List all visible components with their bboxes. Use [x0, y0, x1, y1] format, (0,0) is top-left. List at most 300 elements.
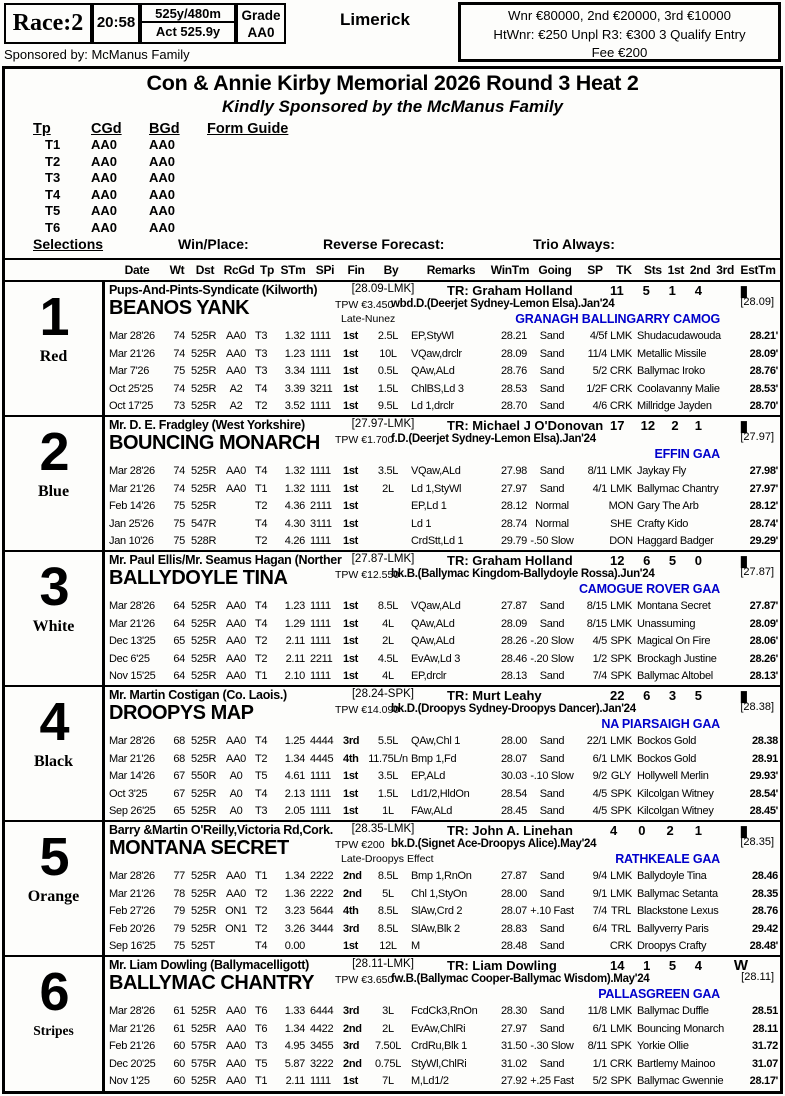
form-cell-stm: 3.26 — [284, 922, 305, 935]
col-header-sts-group — [638, 263, 736, 277]
form-cell-by: 3.5L — [377, 465, 399, 477]
owner-name: Mr. D. E. Fradgley (West Yorkshire) — [109, 418, 305, 432]
trap-number: 6 — [39, 962, 68, 1022]
form-cell-esttm: 28.26' — [749, 652, 778, 665]
form-cell-dst: 525R — [191, 735, 217, 747]
col-header-tp: Tp — [259, 263, 275, 277]
track-name: Limerick — [340, 10, 410, 29]
form-cell-sp — [577, 533, 607, 551]
form-cell-tp: T5 — [255, 1057, 268, 1070]
form-cell-sp: 4/1 — [592, 482, 607, 495]
form-cell-tk: CRK — [609, 382, 633, 395]
form-cell-wt: 60 — [173, 1057, 185, 1070]
form-cell-sts: Bockos Gold — [637, 735, 697, 747]
form-cell-sp: 6/1 — [592, 1022, 607, 1035]
form-cell-rcgd: AA0 — [226, 735, 246, 747]
form-rows — [105, 463, 780, 551]
form-cell-rcgd: A0 — [229, 805, 243, 818]
column-headers — [108, 260, 780, 280]
career-stat-1: 5 — [642, 283, 650, 298]
form-cell-remarks: SlAw,Blk 2 — [411, 922, 460, 935]
form-rows — [105, 733, 780, 821]
form-cell-sts: Haggard Badger — [637, 535, 714, 548]
form-cell-sts: Crafty Kido — [637, 517, 689, 530]
form-cell-rcgd: A2 — [229, 400, 243, 413]
form-guide-trap: T3 — [45, 170, 61, 185]
form-cell-dst: 550R — [191, 770, 217, 783]
form-guide-bgd: AA0 — [149, 186, 176, 202]
seed-mark: W — [733, 957, 748, 974]
form-cell-by: 5L — [382, 887, 394, 900]
form-cell-wt: 60 — [173, 1075, 185, 1088]
form-cell-fin: 3rd — [343, 1040, 360, 1053]
career-stat-3: 1 — [694, 823, 702, 838]
form-cell-stm: 2.05 — [284, 805, 305, 818]
form-cell-wintm: 28.13 — [500, 670, 527, 683]
form-row — [105, 921, 780, 939]
trainer-name: TR: Murt Leahy — [447, 688, 542, 703]
form-cell-wintm: 27.97 — [500, 482, 527, 495]
form-cell-date: Mar 28'26 — [109, 870, 155, 882]
form-cell-stm: 4.26 — [284, 535, 305, 548]
form-cell-wintm: 28.46 — [500, 652, 527, 665]
form-cell-by: 8.5L — [377, 922, 399, 935]
form-cell-sp: 5/2 — [592, 1075, 607, 1088]
column-header-strip — [5, 258, 780, 282]
form-cell-tp: T2 — [255, 887, 268, 900]
distance-box — [140, 3, 236, 44]
form-cell-sts: Kilcolgan Witney — [637, 787, 714, 800]
form-cell-tp: T2 — [255, 922, 268, 935]
form-cell-wintm: 28.70 — [500, 400, 527, 413]
form-cell-wt: 74 — [173, 482, 185, 495]
form-cell-tk: SPK — [610, 652, 632, 665]
form-cell-stm: 2.10 — [284, 670, 305, 683]
form-cell-esttm: 28.21' — [749, 330, 778, 342]
form-cell-remarks: EP,drclr — [411, 670, 447, 683]
form-cell-esttm: 29.29' — [749, 535, 778, 548]
form-cell-wt: 67 — [173, 770, 185, 783]
form-cell-tk: TRL — [611, 922, 631, 935]
dog-header — [105, 957, 780, 1003]
form-cell-date: Mar 21'26 — [109, 752, 155, 765]
form-guide-bgd: AA0 — [149, 137, 176, 152]
form-row — [105, 1021, 780, 1039]
form-cell-fin: 1st — [343, 535, 358, 548]
form-guide-header-formguide: Form Guide — [207, 121, 289, 137]
dog-header — [105, 822, 780, 868]
form-cell-sts: Ballymac Chantry — [637, 482, 719, 495]
form-cell-esttm: 28.09' — [749, 347, 778, 360]
form-cell-date: Oct 17'25 — [109, 400, 154, 413]
career-stat-3: 0 — [694, 553, 702, 568]
form-cell-sts: Ballymac Iroko — [637, 365, 705, 378]
form-guide-blank — [207, 154, 780, 171]
form-cell-tp: T4 — [255, 382, 268, 395]
form-cell-by: 4.5L — [377, 652, 399, 665]
form-cell-rcgd: AA0 — [226, 670, 246, 683]
form-cell-sts: Ballydoyle Tina — [637, 870, 707, 882]
form-cell-tp: T4 — [255, 787, 268, 800]
form-cell-sp: 4/5f — [589, 330, 607, 342]
form-guide-blank — [207, 137, 780, 154]
form-cell-fin: 3rd — [343, 735, 360, 747]
form-cell-tp: T6 — [255, 1005, 268, 1017]
form-cell-dst: 525R — [191, 482, 217, 495]
form-row — [105, 533, 780, 551]
best-time: [28.35-LMK] — [351, 823, 415, 835]
form-cell-dst: 525R — [191, 347, 217, 360]
form-cell-rcgd: AA0 — [226, 617, 246, 630]
trap-number: 2 — [39, 422, 68, 482]
form-cell-going: Sand — [539, 940, 565, 953]
sponsored-by: Sponsored by: McManus Family — [4, 47, 190, 62]
form-cell-wintm: 28.00 — [500, 735, 527, 747]
career-stat-3: 4 — [694, 958, 702, 973]
form-guide-row — [33, 220, 780, 237]
form-rows — [105, 598, 780, 686]
form-cell-wt: 79 — [173, 905, 185, 918]
form-cell-wintm: 28.45 — [500, 805, 527, 818]
form-cell-going: Sand — [539, 1005, 565, 1017]
form-row — [105, 328, 780, 346]
form-cell-spi: 1111 — [310, 365, 331, 378]
form-cell-tk: SPK — [610, 805, 632, 818]
form-cell-stm: 4.61 — [284, 770, 305, 783]
form-cell-sp: 4/6 — [592, 400, 607, 413]
career-stat-1: 0 — [638, 823, 646, 838]
form-cell-by — [367, 516, 409, 534]
form-cell-dst: 525R — [191, 635, 217, 648]
form-cell-esttm: 28.76 — [751, 905, 778, 918]
form-cell-tp: T4 — [255, 617, 268, 630]
best-time-right: [28.11] — [741, 971, 774, 983]
form-cell-wintm: 28.09 — [500, 617, 527, 630]
late-sire-note: Late-Nunez — [341, 313, 396, 325]
form-cell-sts: Bouncing Monarch — [637, 1022, 724, 1035]
form-cell-tp: T2 — [255, 752, 268, 765]
form-cell-tk: DON — [609, 535, 633, 548]
form-cell-spi: 1111 — [310, 600, 331, 612]
form-cell-date: Oct 3'25 — [109, 787, 148, 800]
form-cell-wt: 75 — [173, 517, 185, 530]
form-cell-dst: 525R — [191, 670, 217, 683]
form-cell-esttm: 28.11 — [752, 1022, 778, 1035]
form-row — [105, 481, 780, 499]
form-guide-blank — [207, 187, 780, 204]
race-label: Race:2 — [12, 10, 84, 36]
form-cell-going: Sand — [539, 347, 565, 360]
form-cell-remarks: FcdCk3,RnOn — [411, 1005, 478, 1017]
form-guide-row — [33, 203, 780, 220]
form-cell-tp: T4 — [255, 465, 268, 477]
form-cell-wintm: 28.53 — [500, 382, 527, 395]
form-cell-remarks: FAw,ALd — [411, 805, 453, 818]
form-cell-remarks: Chl 1,StyOn — [411, 887, 468, 900]
form-cell-fin: 3rd — [343, 922, 360, 935]
form-cell-date: Dec 6'25 — [109, 652, 150, 665]
form-cell-rcgd: AA0 — [226, 870, 246, 882]
best-time: [28.11-LMK] — [352, 958, 414, 970]
form-cell-date: Nov 15'25 — [109, 670, 156, 683]
form-row — [105, 498, 780, 516]
form-cell-esttm: 29.42 — [751, 922, 778, 935]
form-cell-wt: 65 — [173, 805, 185, 818]
form-cell-rcgd: A0 — [229, 770, 243, 783]
form-cell-sp: 11/8 — [587, 1005, 607, 1017]
form-cell-by: 0.5L — [377, 365, 399, 378]
form-cell-rcgd: AA0 — [226, 1075, 246, 1088]
form-cell-going: -.50 Slow — [530, 535, 574, 548]
form-cell-by: 2L — [382, 635, 394, 648]
col-header-spi: SPi — [315, 263, 335, 277]
form-cell-stm: 1.34 — [284, 1022, 305, 1035]
form-cell-tp: T4 — [255, 940, 268, 953]
form-cell-sts: Hollywell Merlin — [637, 770, 709, 783]
best-time-right: [28.38] — [740, 701, 774, 713]
form-cell-remarks: StyWl,ChlRi — [411, 1057, 467, 1070]
prize-line-2: HtWnr: €250 Unpl R3: €300 3 Qualify Entry — [493, 26, 746, 42]
form-cell-remarks: Bmp 1,RnOn — [411, 870, 472, 882]
form-cell-stm: 2.11 — [285, 652, 305, 665]
breeding-info: bk.B.(Ballymac Kingdom-Ballydoyle Rossa).Jun'24 — [391, 568, 655, 580]
form-cell-remarks: Ld 1,drclr — [411, 400, 454, 413]
form-cell-rcgd: ON1 — [225, 922, 247, 935]
form-cell-sp: 4/5 — [592, 805, 607, 818]
form-cell-tk: GLY — [610, 770, 632, 783]
form-cell-tk: LMK — [610, 347, 632, 360]
form-guide-row — [33, 187, 780, 204]
career-stat-0: 14 — [610, 958, 625, 973]
total-prize-won: TPW €12.550 — [335, 569, 400, 581]
form-cell-remarks: EvAw,ChlRi — [411, 1022, 466, 1035]
form-cell-esttm: 27.87' — [749, 600, 778, 612]
form-cell-dst: 547R — [191, 517, 217, 530]
race-card — [2, 66, 783, 1094]
career-stats — [610, 418, 702, 433]
form-cell-tp: T3 — [255, 347, 268, 360]
form-cell-tk: LMK — [610, 887, 632, 900]
form-cell-spi: 4445 — [310, 752, 334, 765]
col-header-sts: Sts — [644, 263, 662, 277]
form-cell-wt: 61 — [173, 1022, 185, 1035]
form-cell-stm: 1.23 — [284, 600, 305, 612]
form-cell-tk: TRL — [611, 905, 631, 918]
form-cell-going: Sand — [539, 482, 565, 495]
form-cell-wintm: 28.83 — [500, 922, 527, 935]
page-header — [0, 0, 785, 66]
form-cell-going: +.25 Fast — [530, 1075, 574, 1088]
reverse-forecast-label: Reverse Forecast: — [323, 236, 445, 252]
form-row — [105, 1056, 780, 1074]
form-cell-tp: T3 — [255, 330, 268, 342]
owner-name: Mr. Paul Ellis/Mr. Seamus Hagan (Norther — [109, 553, 342, 567]
form-cell-sp: 1/2 — [592, 652, 607, 665]
trainer-name: TR: Graham Holland — [447, 283, 573, 298]
form-row — [105, 651, 780, 669]
seed-mark: ▮ — [739, 553, 748, 570]
dog-detail — [105, 552, 780, 685]
trap-box — [5, 822, 105, 955]
form-cell-going: Sand — [539, 670, 565, 683]
form-cell-esttm: 28.54' — [749, 787, 778, 800]
form-cell-stm: 3.23 — [284, 905, 305, 918]
trap-number: 1 — [39, 287, 68, 347]
form-cell-fin: 1st — [343, 670, 358, 683]
best-time: [27.87-LMK] — [351, 553, 415, 565]
form-rows — [105, 868, 780, 956]
col-header-1st: 1st — [667, 263, 685, 277]
form-cell-dst: 525R — [191, 1005, 217, 1017]
form-guide-row — [33, 170, 780, 187]
form-cell-sts: Kilcolgan Witney — [637, 805, 714, 818]
form-cell-wintm: 28.07 — [500, 752, 527, 765]
form-cell-sts: Magical On Fire — [637, 635, 711, 648]
form-cell-sp — [577, 516, 607, 534]
form-row — [105, 363, 780, 381]
form-cell-spi: 1111 — [310, 805, 331, 818]
form-cell-wintm: 27.87 — [500, 600, 527, 612]
form-cell-date: Mar 21'26 — [109, 1022, 155, 1035]
form-cell-date: Mar 14'26 — [109, 770, 155, 783]
trainer-name: TR: Michael J O'Donovan — [447, 418, 604, 433]
form-cell-wt: 68 — [173, 752, 185, 765]
form-row — [105, 751, 780, 769]
career-stats — [610, 688, 702, 703]
form-cell-dst: 525R — [191, 600, 217, 612]
col-header-dst: Dst — [195, 263, 215, 277]
dog-block — [5, 687, 780, 822]
total-prize-won: TPW €1.700 — [335, 434, 394, 446]
form-cell-tp: T1 — [255, 482, 268, 495]
col-header-going: Going — [538, 263, 572, 277]
form-guide-blank — [207, 203, 780, 220]
form-cell-esttm: 28.53' — [749, 382, 778, 395]
form-cell-wintm: 28.07 — [500, 905, 527, 918]
form-row — [105, 598, 780, 616]
best-time-right: [28.09] — [740, 296, 774, 308]
form-cell-tp: T4 — [255, 735, 268, 747]
form-guide-header-cgd: CGd — [91, 121, 122, 137]
career-stat-3: 4 — [694, 283, 702, 298]
form-cell-rcgd — [219, 516, 253, 534]
form-cell-fin: 1st — [343, 465, 358, 477]
trap-color-label: Orange — [27, 888, 80, 905]
form-cell-going: Sand — [539, 465, 565, 477]
form-guide-trap: T6 — [45, 219, 61, 235]
form-cell-by: 7.50L — [374, 1040, 402, 1053]
form-guide-cgd: AA0 — [91, 203, 118, 218]
form-cell-sts: Montana Secret — [637, 600, 711, 612]
form-cell-going: -.20 Slow — [530, 652, 574, 665]
form-cell-spi: 1111 — [310, 465, 331, 477]
dog-block — [5, 552, 780, 687]
form-guide-headers — [33, 121, 780, 137]
form-guide-bgd: AA0 — [149, 219, 176, 235]
form-cell-sts: Ballymac Setanta — [637, 887, 718, 900]
form-cell-spi: 4422 — [310, 1022, 334, 1035]
form-cell-going: -.30 Slow — [530, 1040, 574, 1053]
career-stats — [610, 283, 702, 298]
form-cell-date: Mar 7'26 — [109, 365, 150, 378]
form-cell-fin: 1st — [343, 382, 358, 395]
form-cell-sp — [577, 938, 607, 956]
form-cell-spi: 3222 — [310, 1057, 334, 1070]
form-cell-sts: Jaykay Fly — [637, 465, 686, 477]
form-cell-spi: 1111 — [310, 670, 331, 683]
form-cell-fin: 1st — [343, 400, 358, 413]
owner-name: Mr. Liam Dowling (Ballymacelligott) — [109, 958, 309, 972]
form-cell-wt: 75 — [173, 940, 185, 953]
form-cell-rcgd — [219, 498, 253, 516]
form-cell-date: Mar 28'26 — [109, 735, 155, 747]
form-cell-date: Jan 10'26 — [109, 535, 154, 548]
form-cell-wintm: 28.48 — [500, 940, 527, 953]
owner-name: Barry &Martin O'Reilly,Victoria Rd,Cork. — [109, 823, 333, 837]
form-cell-date: Mar 28'26 — [109, 465, 155, 477]
form-cell-sp: 9/2 — [592, 770, 607, 783]
form-cell-tp: T4 — [255, 517, 268, 530]
form-cell-date: Nov 1'25 — [109, 1075, 150, 1088]
form-cell-sts: Bartlemy Mainoo — [637, 1057, 716, 1070]
form-cell-going: Sand — [539, 805, 565, 818]
form-cell-remarks: QAw,ALd — [411, 617, 455, 630]
career-stat-2: 5 — [668, 958, 677, 973]
trainer-name: TR: Liam Dowling — [447, 958, 557, 973]
form-cell-sts: Unassuming — [637, 617, 696, 630]
form-cell-date: Feb 27'26 — [109, 905, 155, 918]
club-name: EFFIN GAA — [654, 447, 720, 461]
form-cell-wt: 64 — [173, 670, 185, 683]
form-cell-remarks: QAw,ALd — [411, 635, 455, 648]
career-stat-2: 5 — [668, 553, 677, 568]
selections-row — [5, 236, 780, 258]
form-cell-wintm: 31.50 — [500, 1040, 527, 1053]
trap-color-label: Blue — [37, 483, 70, 500]
career-stat-0: 17 — [610, 418, 625, 433]
form-cell-tk: LMK — [610, 1022, 632, 1035]
form-cell-remarks: EP,StyWl — [411, 330, 454, 342]
form-cell-fin: 1st — [343, 330, 358, 342]
form-cell-going: Sand — [539, 752, 565, 765]
form-cell-esttm: 28.74' — [749, 517, 778, 530]
form-rows — [105, 328, 780, 416]
form-cell-rcgd: ON1 — [225, 905, 247, 918]
form-cell-stm: 1.25 — [284, 735, 305, 747]
breeding-info: f.D.(Deerjet Sydney-Lemon Elsa).Jan'24 — [391, 433, 596, 445]
career-stat-2: 2 — [666, 823, 674, 838]
form-cell-dst: 525R — [191, 887, 217, 900]
dog-header — [105, 687, 780, 733]
form-cell-date: Feb 21'26 — [109, 1040, 155, 1053]
form-cell-wintm: 27.87 — [500, 870, 527, 882]
form-cell-rcgd: AA0 — [226, 365, 246, 378]
form-cell-sp: 4/5 — [592, 787, 607, 800]
career-stat-3: 1 — [694, 418, 702, 433]
form-cell-remarks: EP,Ld 1 — [411, 500, 447, 513]
form-cell-sts: Shudacudawouda — [637, 330, 721, 342]
col-header-stm: STm — [280, 263, 306, 277]
form-cell-tp: T2 — [255, 500, 268, 513]
form-cell-by: 1.5L — [377, 787, 399, 800]
form-cell-stm: 2.13 — [284, 787, 305, 800]
form-cell-wt: 75 — [173, 500, 185, 513]
form-cell-stm: 3.34 — [284, 365, 305, 378]
form-cell-stm: 3.52 — [284, 400, 305, 413]
col-header-wt: Wt — [169, 263, 185, 277]
form-cell-remarks: ChlBS,Ld 3 — [411, 382, 464, 395]
form-cell-by: 1.5L — [377, 382, 399, 395]
